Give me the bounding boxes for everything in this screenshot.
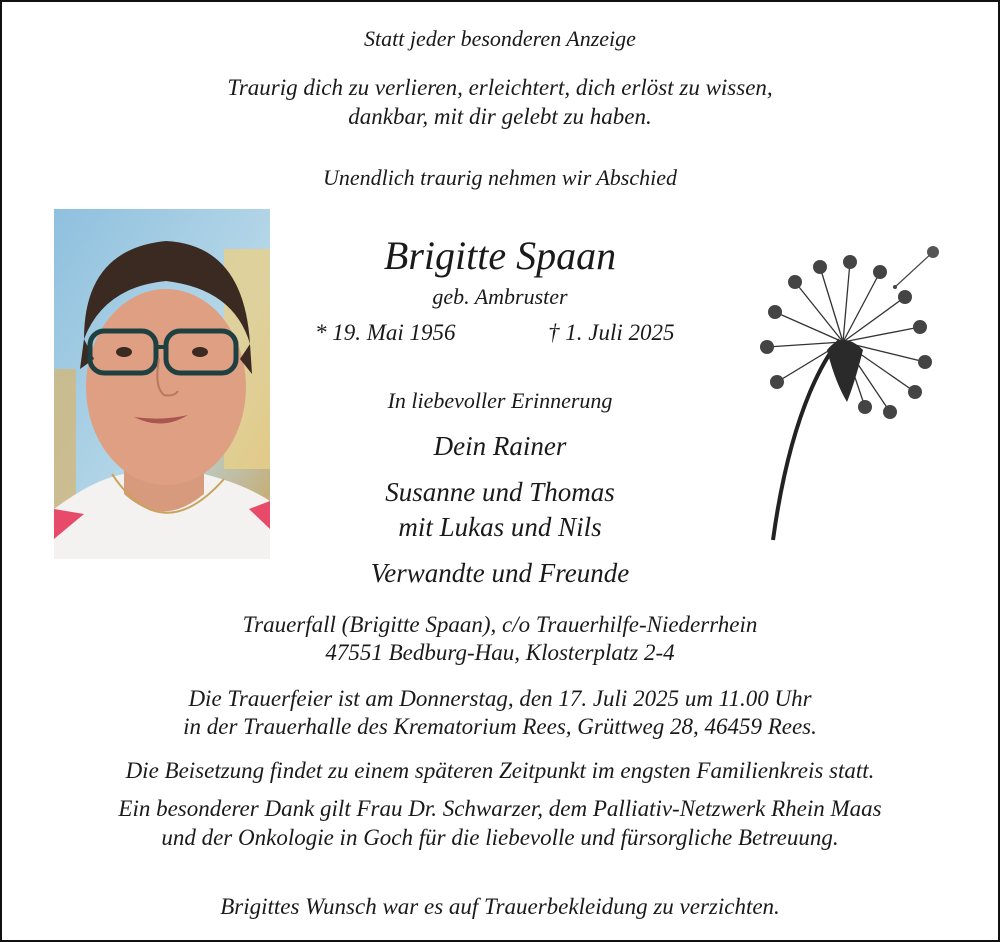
verse-line-1: Traurig dich zu verlieren, erleichtert, dich erlöst zu wissen,	[227, 75, 773, 100]
verse-line-2: dankbar, mit dir gelebt zu haben.	[348, 104, 652, 129]
farewell-text: Unendlich traurig nehmen wir Abschied	[323, 165, 677, 190]
birth-date: * 19. Mai 1956	[315, 320, 456, 345]
ceremony-line-2: in der Trauerhalle des Krematorium Rees, Grüttweg 28, 46459 Rees.	[183, 714, 817, 739]
maiden-name: geb. Ambruster	[432, 284, 568, 309]
death-date: † 1. Juli 2025	[548, 320, 675, 345]
mourner-line-4: Verwandte und Freunde	[370, 558, 630, 588]
dandelion-illustration	[755, 232, 950, 547]
ceremony-line-1: Die Trauerfeier ist am Donnerstag, den 17. Juli 2025 um 11.00 Uhr	[188, 686, 812, 711]
mourner-line-3: mit Lukas und Nils	[398, 512, 602, 542]
address-line-1: Trauerfall (Brigitte Spaan), c/o Trauerhilfe-Niederrhein	[242, 612, 758, 637]
mourner-line-1: Dein Rainer	[433, 431, 567, 461]
address-line-2: 47551 Bedburg-Hau, Klosterplatz 2-4	[325, 640, 675, 665]
deceased-name: Brigitte Spaan	[383, 233, 617, 278]
intro-text: Statt jeder besonderen Anzeige	[364, 26, 636, 51]
burial-text: Die Beisetzung findet zu einem späteren Zeitpunkt im engsten Familienkreis statt.	[125, 758, 875, 783]
remembrance-intro: In liebevoller Erinnerung	[387, 388, 613, 413]
thanks-line-2: und der Onkologie in Goch für die liebevolle und fürsorgliche Betreuung.	[161, 825, 839, 850]
thanks-line-1: Ein besonderer Dank gilt Frau Dr. Schwarzer, dem Palliativ-Netzwerk Rhein Maas	[118, 796, 882, 821]
wish-text: Brigittes Wunsch war es auf Trauerbekleidung zu verzichten.	[220, 894, 780, 919]
mourner-line-2: Susanne und Thomas	[385, 477, 615, 507]
